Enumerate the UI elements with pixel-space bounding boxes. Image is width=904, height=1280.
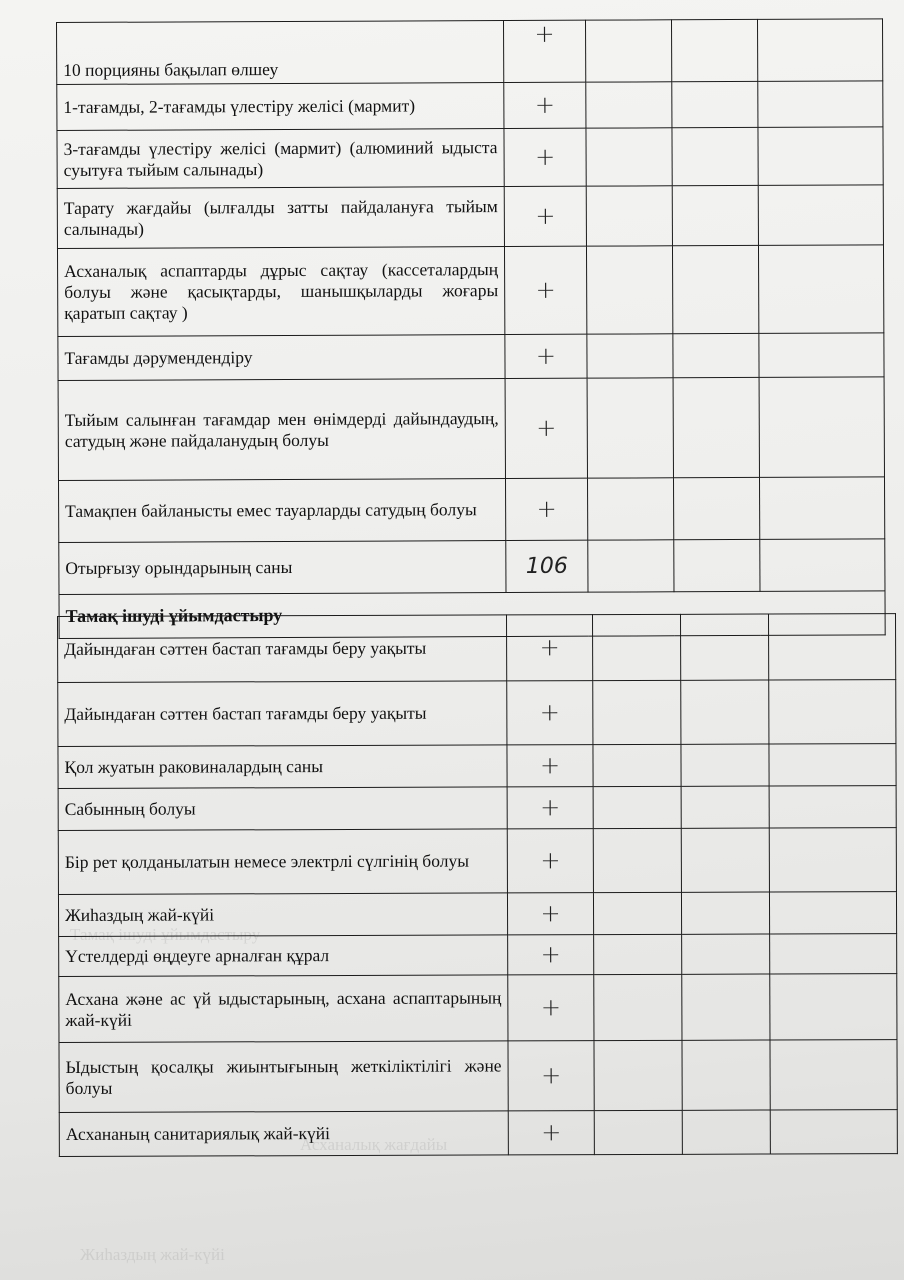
row-mark: + [508,1111,594,1155]
row-mark: + [504,82,586,128]
table-row [57,185,883,249]
row-label: Тағамды дәрумендендіру [58,335,505,381]
empty-cell [594,974,682,1040]
row-mark: + [506,615,592,681]
empty-cell [593,680,681,744]
row-mark: + [507,893,593,935]
row-label: Үстелдерді өңдеуге арналған құрал [59,935,508,977]
empty-cell [769,828,896,892]
table-row [58,333,884,381]
ghost-text: Тамақ ішуді ұйымдастыру [70,925,261,944]
table-row [59,974,897,1043]
empty-cell [588,540,674,592]
empty-cell [769,786,896,828]
row-mark: + [504,128,586,186]
table-row [59,1040,897,1113]
empty-cell [593,892,681,934]
inspection-table-upper [56,18,886,639]
empty-cell [759,377,884,478]
empty-cell [592,614,680,680]
row-mark: + [505,334,587,378]
empty-cell [594,934,682,974]
empty-cell [586,128,672,186]
empty-cell [674,539,760,591]
section-title: Тамақ ішуді ұйымдастыру [59,591,885,639]
empty-cell [681,744,769,786]
empty-cell [757,19,882,82]
table-row [59,1110,897,1157]
row-mark: + [505,378,587,478]
row-label: Дайындаған сәттен бастап тағамды беру уақыты [58,615,507,683]
empty-cell [682,974,770,1040]
empty-cell [758,245,883,334]
row-label: Асхананың санитариялық жай-күйі [59,1111,508,1157]
empty-cell [760,539,885,592]
empty-cell [671,19,757,81]
row-label: 3-тағамды үлестіру желісі (мармит) (алюминий ыдыста суытуға тыйым салынады) [57,129,504,189]
empty-cell [770,974,897,1040]
row-label: Тыйым салынған тағамдар мен өнімдерді дайындаудың, сатудың және пайдаланудың болуы [58,379,505,481]
empty-cell [770,934,897,974]
empty-cell [681,828,769,892]
empty-cell [593,828,681,892]
empty-cell [682,1040,770,1110]
table-row [57,81,883,131]
table-row [59,539,885,595]
row-label: Отырғызу орындарының саны [59,541,506,595]
empty-cell [672,245,758,333]
empty-cell [758,127,883,186]
empty-cell [768,614,895,680]
row-mark: + [507,787,593,829]
row-label: 1-тағамды, 2-тағамды үлестіру желісі (мармит) [57,83,504,131]
empty-cell [770,1110,897,1154]
table-row [58,892,896,937]
empty-cell [769,680,896,744]
row-mark: + [508,935,594,975]
row-mark: + [505,478,587,540]
row-label: Ыдыстың қосалқы жиынтығының жеткіліктілігі және болуы [59,1041,508,1113]
empty-cell [673,477,759,539]
table-row [58,614,896,683]
seat-count: 106 [506,540,588,592]
empty-cell [759,333,884,378]
table-row [59,934,897,977]
empty-cell [682,934,770,974]
table-row [58,744,896,789]
row-mark: + [507,745,593,787]
row-mark: + [504,246,586,334]
empty-cell [758,185,883,246]
row-label: Тарату жағдайы (ылғалды затты пайдалануға тыйым салынады) [57,187,504,249]
row-label: Дайындаған сәттен бастап тағамды беру уақыты [58,681,507,747]
ghost-text: Жиһаздың жай-күйі [80,1245,225,1264]
row-mark: + [504,186,586,246]
table-row [58,828,896,895]
ghost-text: Асханалық жағдайы [300,1135,448,1154]
empty-cell [672,127,758,185]
empty-cell [681,892,769,934]
row-label: Бір рет қолданылатын немесе электрлі сүлгінің болуы [58,829,507,895]
row-label: Қол жуатын раковиналардың саны [58,745,507,789]
empty-cell [673,333,759,377]
empty-cell [587,478,673,540]
row-label: 10 порцияны бақылап өлшеу [57,21,504,85]
empty-cell [587,378,673,478]
row-label: Тамақпен байланысты емес тауарларды сатудың болуы [59,479,506,543]
row-mark: + [503,20,585,82]
empty-cell [586,82,672,128]
empty-cell [681,680,769,744]
empty-cell [758,81,883,128]
empty-cell [672,81,758,127]
table-row [57,19,883,85]
table-row [59,477,885,543]
empty-cell [586,246,672,334]
row-mark: + [508,1041,594,1111]
empty-cell [680,614,768,680]
empty-cell [673,377,759,477]
empty-cell [769,892,896,934]
table-row [58,680,896,747]
row-label: Жиһаздың жай-күйі [58,893,507,937]
empty-cell [681,786,769,828]
row-mark: + [508,975,594,1041]
row-label: Асхана және ас үй ыдыстарының, асхана аспаптарының жай-күйі [59,975,508,1043]
row-label: Сабынның болуы [58,787,507,831]
empty-cell [759,477,884,540]
table-row [58,786,896,831]
empty-cell [587,334,673,378]
empty-cell [585,20,671,82]
table-row [57,127,883,189]
empty-cell [672,185,758,245]
empty-cell [682,1110,770,1154]
table-row [57,245,883,337]
row-mark: + [507,829,593,893]
inspection-table-lower [57,613,898,1157]
empty-cell [594,1040,682,1110]
row-label: Асханалық аспаптарды дұрыс сақтау (кассеталардың болуы және қасықтарды, шанышқыларды жоғары қаратып сақтау ) [57,247,504,337]
empty-cell [594,1110,682,1154]
empty-cell [769,744,896,786]
empty-cell [586,186,672,246]
empty-cell [593,744,681,786]
empty-cell [770,1040,897,1110]
row-mark: + [507,681,593,745]
table-row [58,377,884,481]
empty-cell [593,786,681,828]
